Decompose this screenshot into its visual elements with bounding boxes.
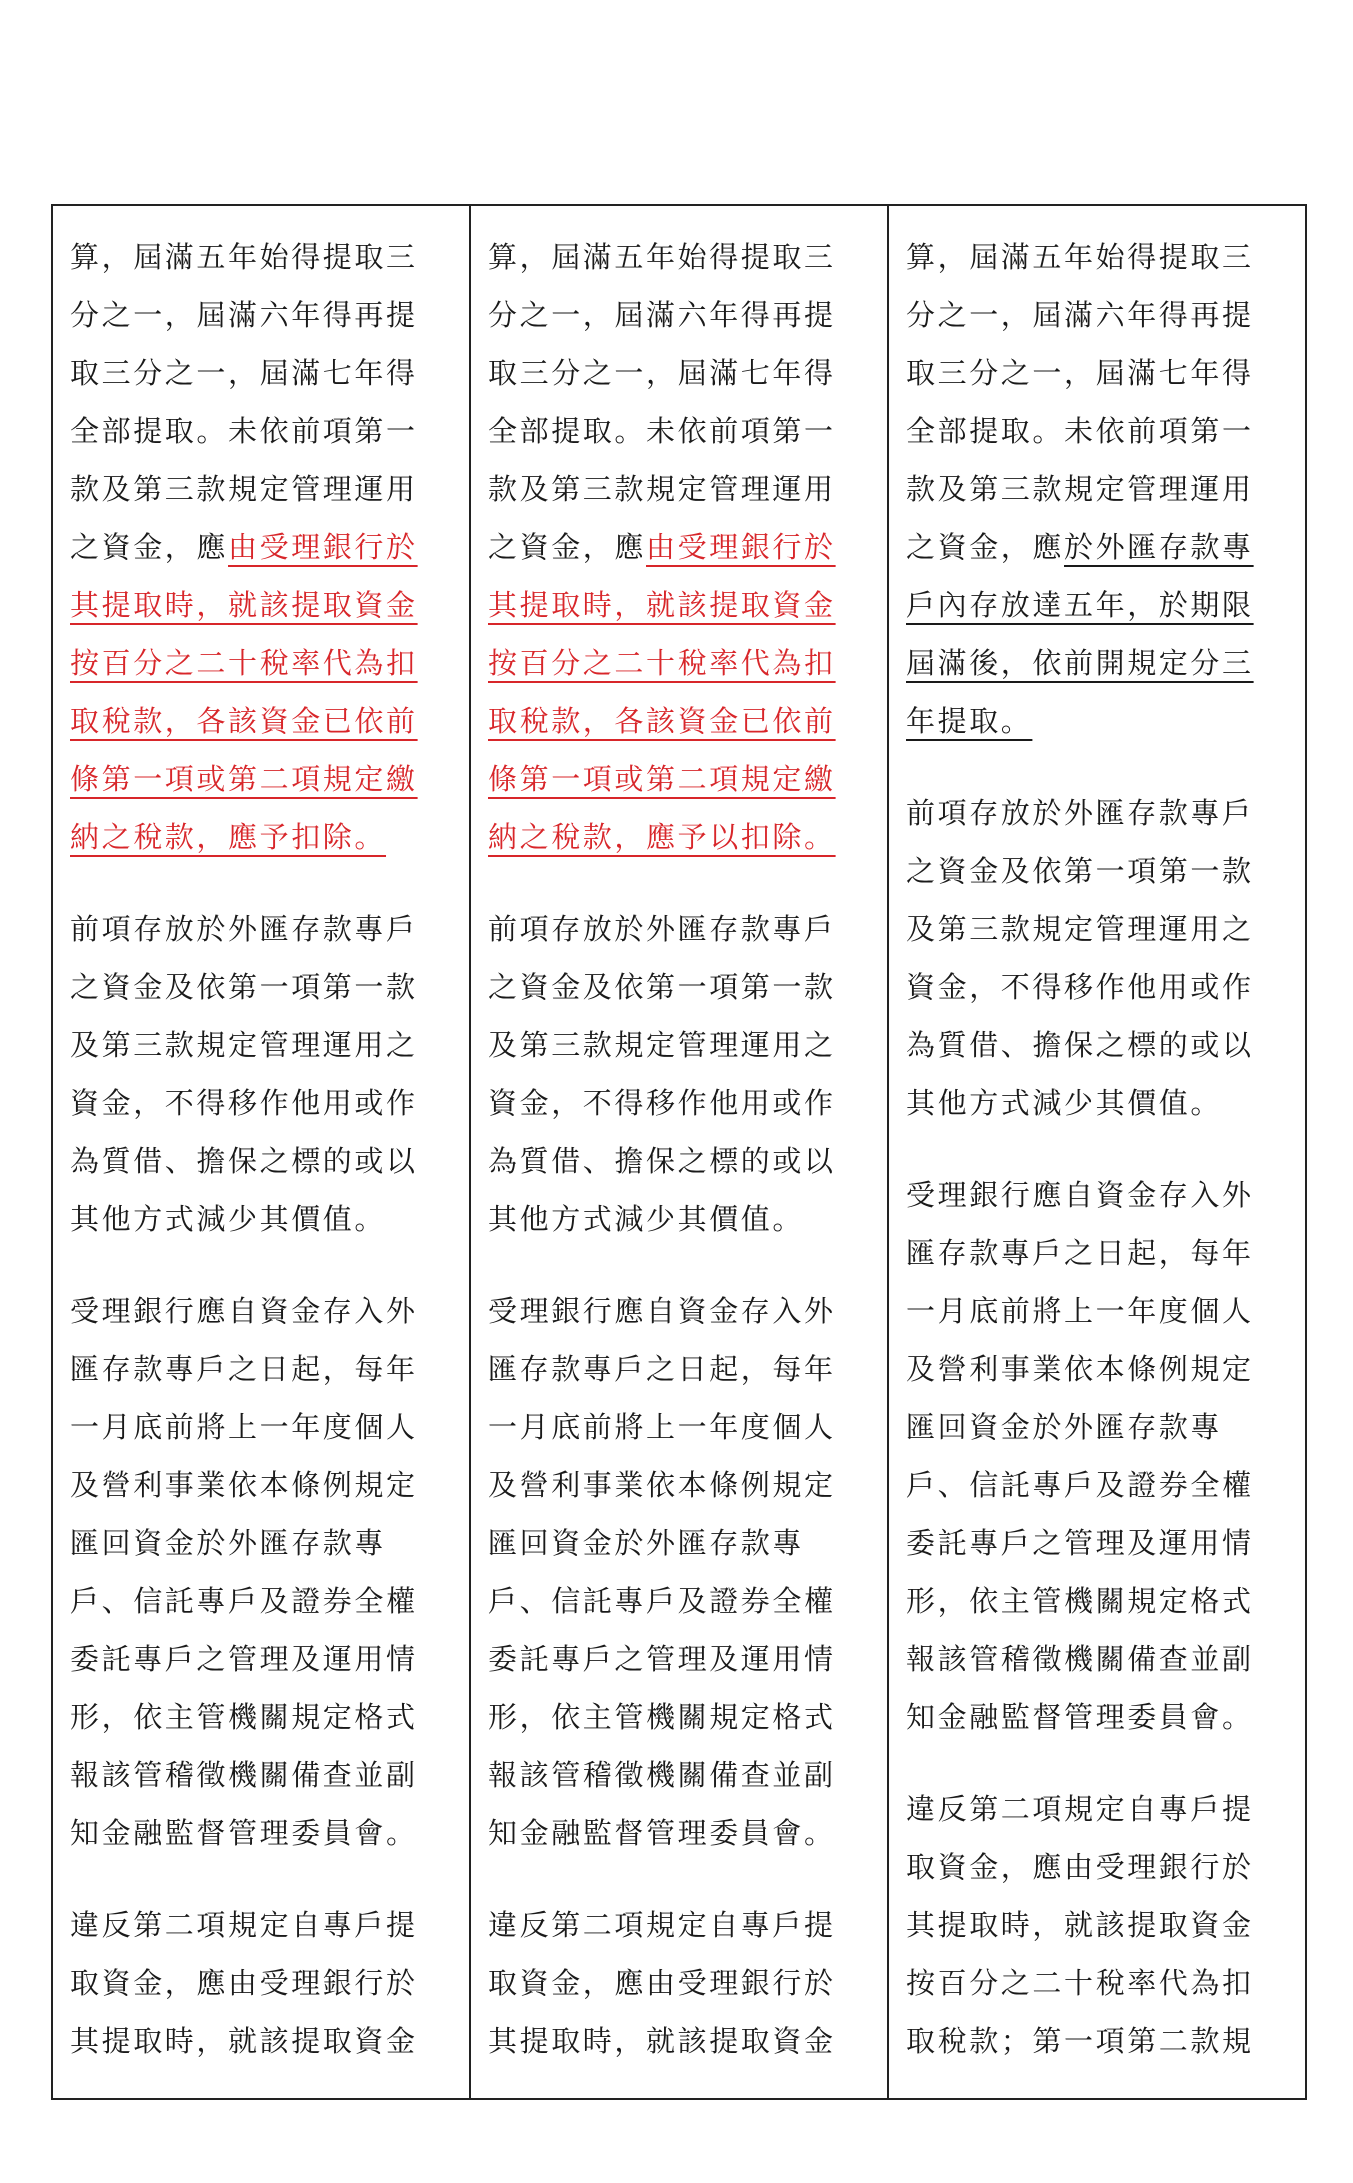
comparison-table	[51, 204, 1307, 2100]
paragraph-1	[488, 228, 858, 866]
amended-text: 由受理銀行於其提取時，就該提取資金按百分之二十稅率代為扣取稅款，各該資金已依前條第一項或第二項規定繳納之稅款，應予扣除。	[70, 530, 418, 854]
paragraph-4: 違反第二項規定自專戶提取資金，應由受理銀行於其提取時，就該提取資金按百分之二十稅率代為扣取稅款；第一項第二款規	[906, 1792, 1254, 2058]
paragraph-2: 前項存放於外匯存款專戶之資金及依第一項第一款及第三款規定管理運用之資金，不得移作他用或作為質借、擔保之標的或以其他方式減少其價值。	[906, 796, 1254, 1120]
paragraph-4: 違反第二項規定自專戶提取資金，應由受理銀行於其提取時，就該提取資金	[488, 1908, 836, 2058]
amended-text: 由受理銀行於其提取時，就該提取資金按百分之二十稅率代為扣取稅款，各該資金已依前條第一項或第二項規定繳納之稅款，應予以扣除。	[488, 530, 836, 854]
paragraph-1-text: 算，屆滿五年始得提取三分之一，屆滿六年得再提取三分之一，屆滿七年得全部提取。未依前項第一款及第三款規定管理運用之資金，應	[70, 240, 418, 564]
column-proposed	[471, 206, 889, 2098]
underlined-text: 於外匯存款專戶內存放達五年，於期限屆滿後，依前開規定分三年提取。	[906, 530, 1254, 738]
paragraph-2: 前項存放於外匯存款專戶之資金及依第一項第一款及第三款規定管理運用之資金，不得移作他用或作為質借、擔保之標的或以其他方式減少其價值。	[70, 912, 418, 1236]
paragraph-4: 違反第二項規定自專戶提取資金，應由受理銀行於其提取時，就該提取資金	[70, 1908, 418, 2058]
paragraph-1	[906, 228, 1276, 750]
paragraph-2: 前項存放於外匯存款專戶之資金及依第一項第一款及第三款規定管理運用之資金，不得移作他用或作為質借、擔保之標的或以其他方式減少其價值。	[488, 912, 836, 1236]
paragraph-3: 受理銀行應自資金存入外匯存款專戶之日起，每年一月底前將上一年度個人及營利事業依本條例規定匯回資金於外匯存款專戶、信託專戶及證券全權委託專戶之管理及運用情形，依主管機關規定格式報該管稽徵機關備查並副知金融監督管理委員會。	[488, 1294, 836, 1850]
paragraph-1-text: 算，屆滿五年始得提取三分之一，屆滿六年得再提取三分之一，屆滿七年得全部提取。未依前項第一款及第三款規定管理運用之資金，應	[488, 240, 836, 564]
paragraph-3: 受理銀行應自資金存入外匯存款專戶之日起，每年一月底前將上一年度個人及營利事業依本條例規定匯回資金於外匯存款專戶、信託專戶及證券全權委託專戶之管理及運用情形，依主管機關規定格式報該管稽徵機關備查並副知金融監督管理委員會。	[906, 1178, 1254, 1734]
column-current	[889, 206, 1305, 2098]
paragraph-3: 受理銀行應自資金存入外匯存款專戶之日起，每年一月底前將上一年度個人及營利事業依本條例規定匯回資金於外匯存款專戶、信託專戶及證券全權委託專戶之管理及運用情形，依主管機關規定格式報該管稽徵機關備查並副知金融監督管理委員會。	[70, 1294, 418, 1850]
paragraph-1-text: 算，屆滿五年始得提取三分之一，屆滿六年得再提取三分之一，屆滿七年得全部提取。未依前項第一款及第三款規定管理運用之資金，應	[906, 240, 1254, 564]
paragraph-1	[70, 228, 440, 866]
column-amended	[53, 206, 471, 2098]
